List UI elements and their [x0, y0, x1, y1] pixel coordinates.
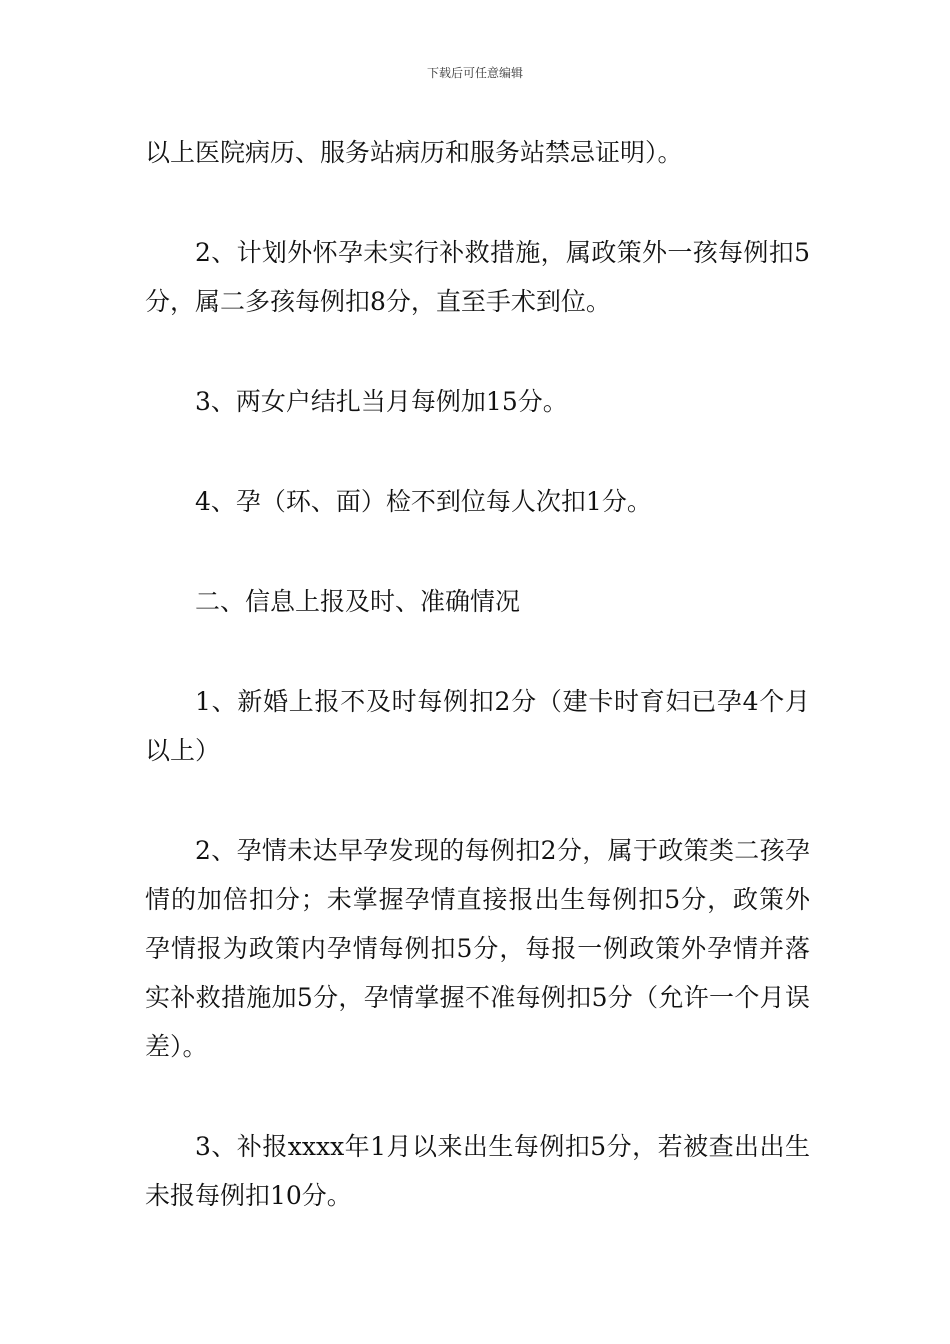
paragraph-item-2-unplanned-pregnancy: 2、计划外怀孕未实行补救措施，属政策外一孩每例扣5分，属二多孩每例扣8分，直至手术到位。 [145, 238, 810, 316]
page-header-note: 下载后可任意编辑 [426, 66, 523, 80]
document-body [145, 128, 810, 1220]
paragraph-item-3-birth-report: 3、补报xxxx年1月以来出生每例扣5分，若被查出出生未报每例扣10分。 [145, 1132, 810, 1210]
paragraph-item-4-checkup: 4、孕（环、面）检不到位每人次扣1分。 [195, 487, 652, 516]
paragraph-item-1-marriage-report: 1、新婚上报不及时每例扣2分（建卡时育妇已孕4个月以上） [145, 687, 810, 765]
paragraph-continuation: 以上医院病历、服务站病历和服务站禁忌证明）。 [145, 138, 683, 167]
section-heading-information-reporting: 二、信息上报及时、准确情况 [195, 587, 521, 616]
paragraph-item-3-sterilization: 3、两女户结扎当月每例加15分。 [195, 387, 568, 416]
paragraph-item-2-pregnancy-report: 2、孕情未达早孕发现的每例扣2分，属于政策类二孩孕情的加倍扣分；未掌握孕情直接报出生每例扣5分，政策外孕情报为政策内孕情每例扣5分，每报一例政策外孕情并落实补救措施加5分，孕情掌握不准每例扣5分（允许一个月误差）。 [145, 836, 810, 1061]
